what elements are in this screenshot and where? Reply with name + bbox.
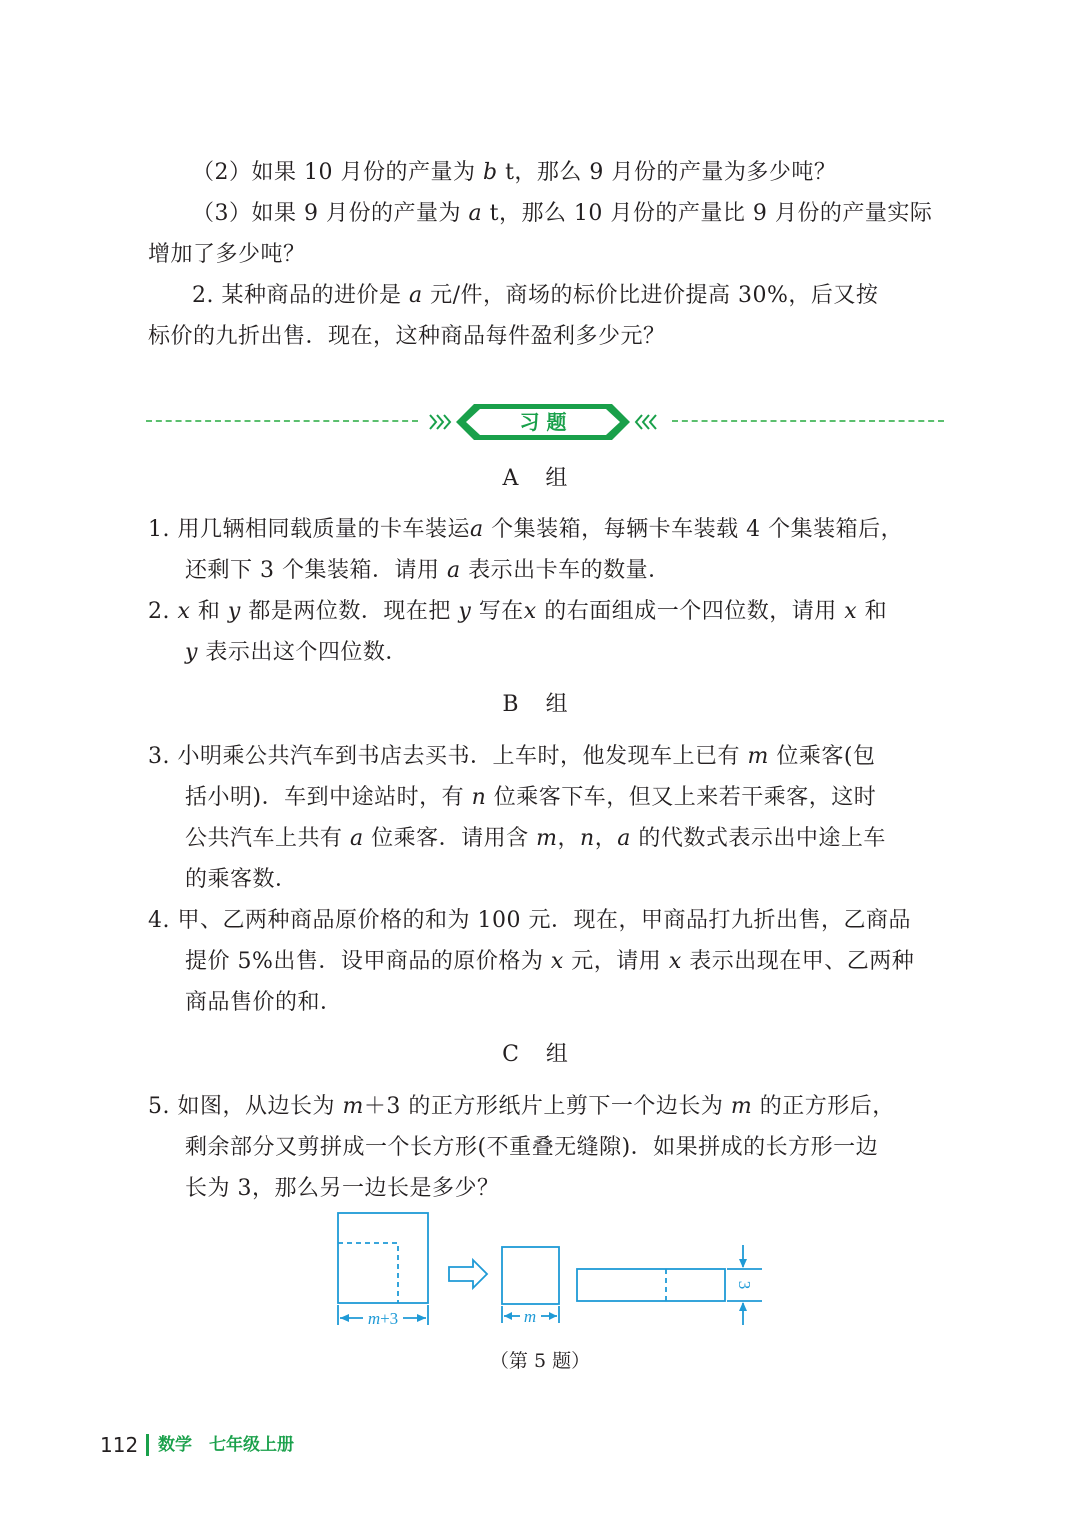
group-c-heading: C 组 [502,1042,578,1067]
exercise-5-figure [325,1205,775,1335]
exercise-3-line-4: 的乘客数． [185,867,298,892]
group-a-heading: A 组 [502,466,578,491]
exercise-5: 5. 如图，从边长为 m＋3 的正方形纸片上剪下一个边长为 m 的正方形后， [148,1094,895,1119]
exercise-2-continued: y 表示出这个四位数． [185,640,408,665]
exercise-4-line-3: 商品售价的和． [185,990,343,1015]
exercise-1-continued: 还剩下 3 个集装箱．请用 a 表示出卡车的数量． [185,558,671,583]
exercise-2: 2. x 和 y 都是两位数．现在把 y 写在x 的右面组成一个四位数，请用 x 和 [148,599,888,624]
double-chevron-right-icon [430,415,450,429]
practice-2-continued: 标价的九折出售．现在，这种商品每件盈利多少元？ [148,324,666,349]
question-2: （2）如果 10 月份的产量为 b t，那么 9 月份的产量为多少吨？ [192,160,837,185]
exercise-banner [428,402,658,442]
footer-divider [146,1434,149,1456]
page-number: 112 [100,1433,139,1457]
practice-2: 2. 某种商品的进价是 a 元/件，商场的标价比进价提高 30%，后又按 [192,283,879,308]
figure-caption: （第 5 题） [489,1350,591,1372]
double-chevron-left-icon [636,415,656,429]
arrow-right-icon [449,1260,487,1288]
divider-right [672,420,944,422]
question-3: （3）如果 9 月份的产量为 a t，那么 10 月份的产量比 9 月份的产量实际 [192,201,933,226]
exercise-3-line-3: 公共汽车上共有 a 位乘客．请用含 m，n，a 的代数式表示出中途上车 [185,826,886,851]
rectangle [577,1269,725,1301]
big-side-label: m+3 [367,1309,399,1328]
exercise-1: 1. 用几辆相同载质量的卡车装运a 个集装箱，每辆卡车装载 4 个集装箱后， [148,517,904,542]
rect-side-label: 3 [735,1280,754,1290]
small-square [502,1247,559,1304]
banner-title: 习 题 [519,410,567,434]
exercise-4-line-2: 提价 5%出售．设甲商品的原价格为 x 元，请用 x 表示出现在甲、乙两种 [185,949,915,974]
book-title: 数学 七年级上册 [158,1435,294,1455]
big-square [338,1213,428,1303]
exercise-4: 4. 甲、乙两种商品原价格的和为 100 元．现在，甲商品打九折出售，乙商品 [148,908,911,933]
exercise-3: 3. 小明乘公共汽车到书店去买书．上车时，他发现车上已有 m 位乘客(包 [148,744,876,769]
question-3-continued: 增加了多少吨？ [148,242,306,267]
group-b-heading: B 组 [502,692,578,717]
exercise-5-line-3: 长为 3，那么另一边长是多少？ [185,1176,500,1201]
exercise-5-line-2: 剩余部分又剪拼成一个长方形(不重叠无缝隙)．如果拼成的长方形一边 [185,1135,879,1160]
divider-left [146,420,418,422]
small-side-label: m [523,1307,537,1326]
exercise-3-line-2: 括小明)．车到中途站时，有 n 位乘客下车，但又上来若干乘客，这时 [185,785,877,810]
cut-line [338,1243,398,1303]
